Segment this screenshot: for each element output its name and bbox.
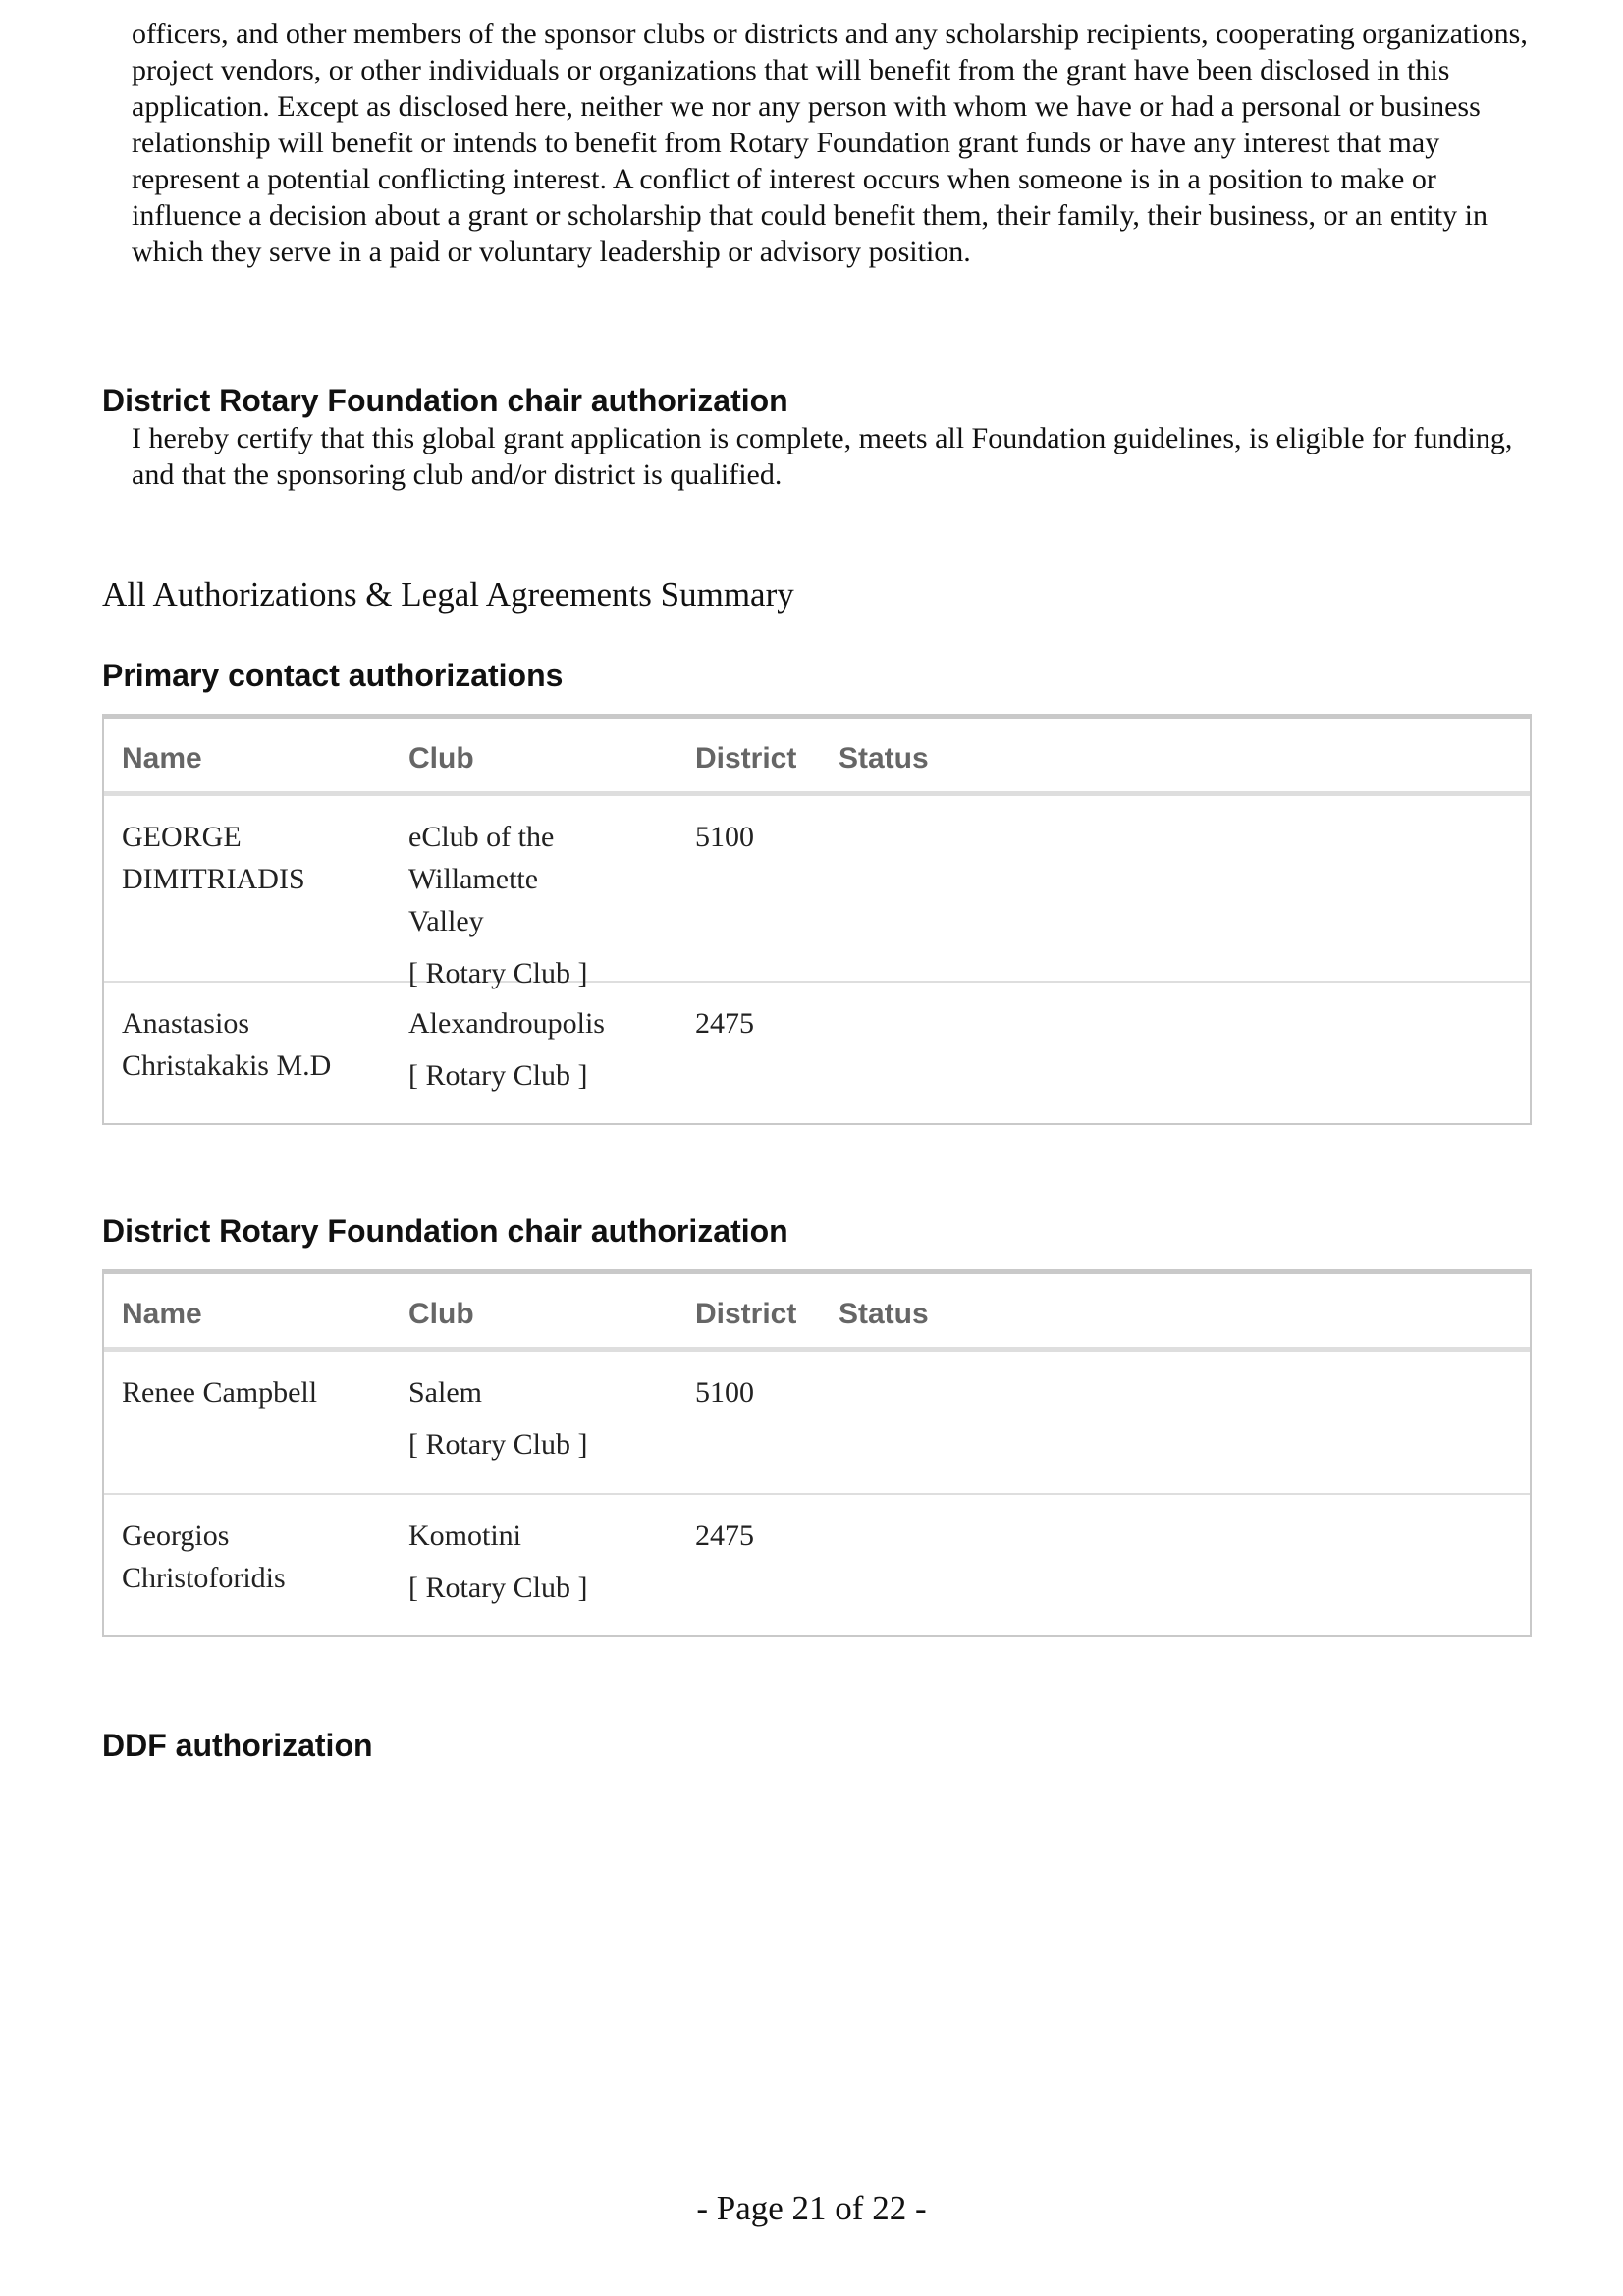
row-name: GEORGE DIMITRIADIS	[122, 821, 305, 895]
column-header-name: Name	[122, 742, 202, 774]
row-district: 5100	[695, 821, 754, 853]
column-header-club: Club	[408, 742, 474, 774]
row-name: Renee Campbell	[122, 1376, 318, 1409]
table-row	[104, 796, 1530, 989]
row-club-name: Komotini	[408, 1520, 522, 1552]
table-header	[104, 719, 1530, 796]
row-club-name: Salem	[408, 1376, 482, 1409]
chair-authorization-heading: District Rotary Foundation chair authorization	[102, 383, 788, 418]
primary-contact-heading: Primary contact authorizations	[102, 658, 564, 693]
chair-table-heading: District Rotary Foundation chair authorization	[102, 1213, 788, 1249]
row-club	[408, 1515, 605, 1609]
row-name: Georgios Christoforidis	[122, 1520, 286, 1594]
row-district: 2475	[695, 1007, 754, 1040]
row-name: Anastasios Christakakis M.D	[122, 1007, 332, 1082]
ddf-authorization-heading: DDF authorization	[102, 1728, 373, 1763]
row-club	[408, 1371, 605, 1466]
table-row	[104, 983, 1530, 1123]
row-club-type: [ Rotary Club ]	[408, 957, 588, 989]
chair-certification-text: I hereby certify that this global grant application is complete, meets all Foundation guidelines, is eligible for funding, and that the sponsoring club and/or district is qualified.	[132, 422, 1513, 491]
column-header-district: District	[695, 1298, 797, 1330]
primary-contact-table	[102, 714, 1532, 1125]
column-header-district: District	[695, 742, 797, 774]
table-header	[104, 1274, 1530, 1352]
column-header-status: Status	[839, 1298, 929, 1330]
row-club-type: [ Rotary Club ]	[408, 1428, 588, 1461]
row-district: 2475	[695, 1520, 754, 1552]
row-district: 5100	[695, 1376, 754, 1409]
column-header-status: Status	[839, 742, 929, 774]
row-club-name: eClub of the Willamette Valley	[408, 821, 555, 937]
column-header-club: Club	[408, 1298, 474, 1330]
conflict-of-interest-paragraph: officers, and other members of the sponsor clubs or districts and any scholarship recipients, cooperating organizations, project vendors, or other individuals or organizations that will benefit from the grant have been disclosed in this application. Except as disclosed here, neither we nor any person with whom we have or had a personal or business relationship will benefit or intends to benefit from Rotary Foundation grant funds or have any interest that may represent a potential conflicting interest. A conflict of interest occurs when someone is in a position to make or influence a decision about a grant or scholarship that could benefit them, their family, their business, or an entity in which they serve in a paid or voluntary leadership or advisory position.	[132, 18, 1528, 268]
column-header-name: Name	[122, 1298, 202, 1330]
summary-title: All Authorizations & Legal Agreements Summary	[102, 575, 794, 614]
row-club	[408, 816, 605, 994]
row-club-type: [ Rotary Club ]	[408, 1059, 588, 1092]
row-club-name: Alexandroupolis	[408, 1007, 605, 1040]
chair-authorization-table	[102, 1269, 1532, 1637]
table-row	[104, 1495, 1530, 1635]
row-club	[408, 1002, 605, 1096]
row-club-type: [ Rotary Club ]	[408, 1572, 588, 1604]
page-number: - Page 21 of 22 -	[696, 2189, 927, 2227]
table-row	[104, 1352, 1530, 1495]
